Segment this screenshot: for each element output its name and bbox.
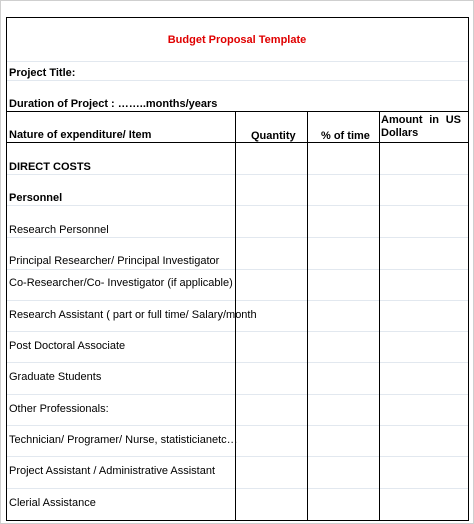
column-divider <box>307 111 308 521</box>
row-direct-costs: DIRECT COSTS <box>9 161 91 173</box>
row-personnel: Personnel <box>9 192 63 204</box>
header-amount-in: in <box>429 114 440 126</box>
table-top-rule <box>6 111 469 112</box>
table-row: Technician/ Programer/ Nurse, statisticianetc… <box>9 434 238 446</box>
header-percent-time: % of time <box>321 130 370 142</box>
table-row: Other Professionals: <box>9 403 109 415</box>
header-amount-dollars: Dollars <box>381 127 419 139</box>
document-title: Budget Proposal Template <box>167 34 307 46</box>
header-amount-word: Amount <box>381 114 423 126</box>
table-row: Post Doctoral Associate <box>9 340 126 352</box>
header-amount-us: US <box>445 114 461 126</box>
header-item: Nature of expenditure/ Item <box>9 129 152 141</box>
table-row: Principal Researcher/ Principal Investigator <box>9 255 220 267</box>
column-divider <box>379 111 380 521</box>
project-title-label: Project Title: <box>9 67 76 79</box>
table-row: Project Assistant / Administrative Assistant <box>9 465 216 477</box>
header-quantity: Quantity <box>251 130 296 142</box>
table-row: Co-Researcher/Co- Investigator (if applicable) <box>9 277 233 289</box>
table-row: Clerial Assistance <box>9 497 96 509</box>
table-row: Graduate Students <box>9 371 102 383</box>
table-header-rule <box>6 142 469 143</box>
header-amount <box>381 114 461 140</box>
table-row: Research Personnel <box>9 224 109 236</box>
table-row: Research Assistant ( part or full time/ Salary/month <box>9 309 257 321</box>
duration-label: Duration of Project : ……..months/years <box>9 98 218 110</box>
